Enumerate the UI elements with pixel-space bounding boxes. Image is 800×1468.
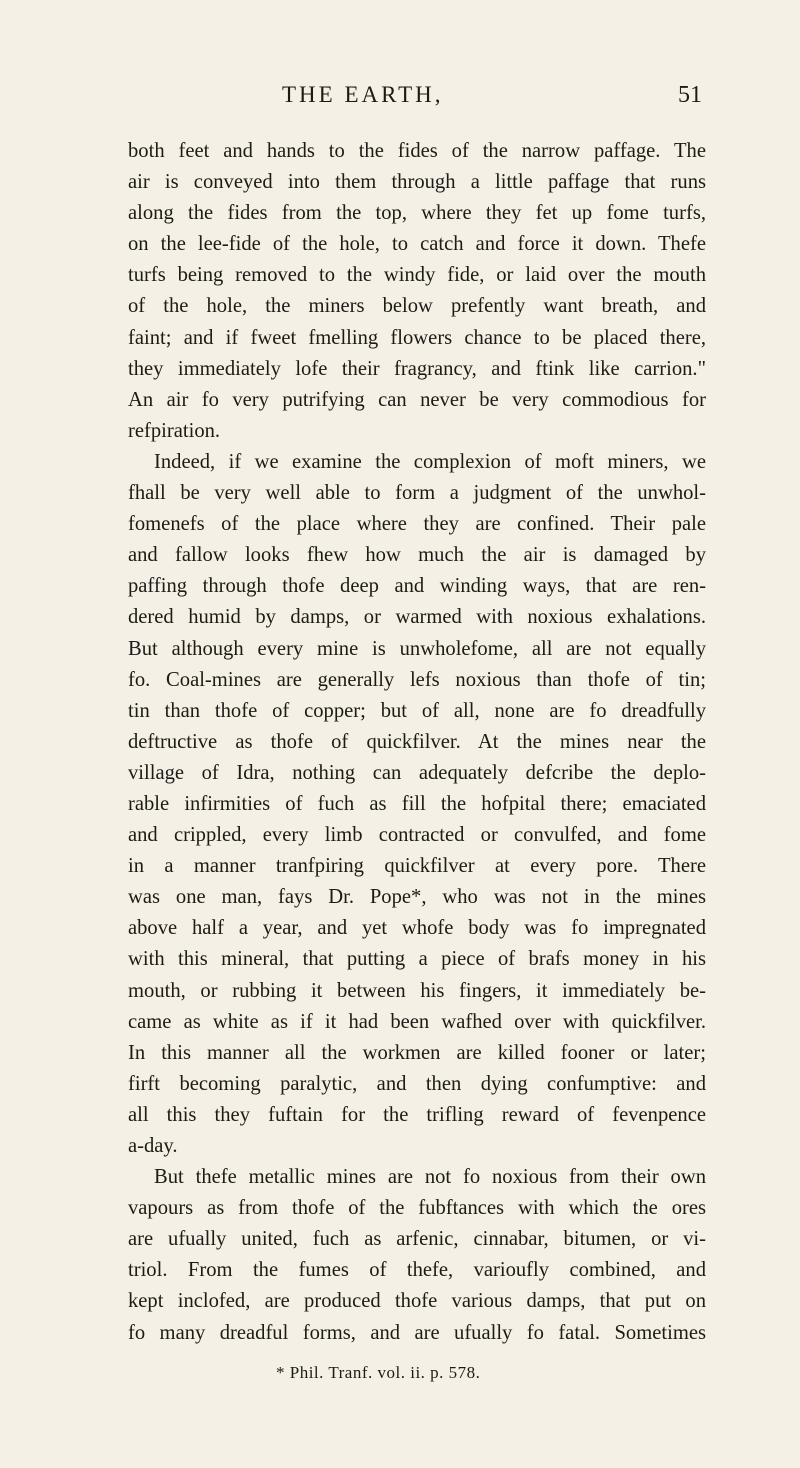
text-line-37: triol. From the fumes of thefe, varioufly combined, and [128,1259,706,1282]
text-line-31: firft becoming paralytic, and then dying confumptive: and [128,1072,706,1095]
text-line-14: and fallow looks fhew how much the air is damaged by [128,544,706,567]
text-line-25: was one man, fays Dr. Pope*, who was not in the mines [128,886,706,909]
text-line-24: in a manner tranfpiring quickfilver at every pore. There [128,855,706,878]
page-number: 51 [678,82,702,108]
text-line-7: faint; and if fweet fmelling flowers chance to be placed there, [128,326,706,349]
text-line-22: rable infirmities of fuch as fill the hofpital there; emaciated [128,792,706,815]
text-line-35: vapours as from thofe of the fubftances with which the ores [128,1197,706,1220]
running-head [132,82,702,122]
text-line-4: on the lee-fide of the hole, to catch and force it down. Thefe [128,233,706,256]
text-line-28: mouth, or rubbing it between his fingers, it immediately be- [128,979,706,1002]
text-line-39: fo many dreadful forms, and are ufually fo fatal. Sometimes [128,1321,706,1344]
text-line-15: paffing through thofe deep and winding ways, that are ren- [128,575,706,598]
text-line-34: But thefe metallic mines are not fo noxious from their own [154,1166,706,1189]
text-line-11: Indeed, if we examine the complexion of moft miners, we [154,450,706,473]
text-line-38: kept inclofed, are produced thofe various damps, that put on [128,1290,706,1313]
text-line-3: along the fides from the top, where they fet up fome turfs, [128,202,706,225]
text-line-5: turfs being removed to the windy fide, or laid over the mouth [128,264,706,287]
text-line-16: dered humid by damps, or warmed with noxious exhalations. [128,606,706,629]
text-line-30: In this manner all the workmen are killed fooner or later; [128,1041,706,1064]
text-line-13: fomenefs of the place where they are confined. Their pale [128,513,706,536]
text-line-29: came as white as if it had been wafhed over with quickfilver. [128,1010,706,1033]
text-line-20: deftructive as thofe of quickfilver. At the mines near the [128,730,706,753]
text-line-6: of the hole, the miners below prefently want breath, and [128,295,706,318]
text-line-27: with this mineral, that putting a piece of brafs money in his [128,948,706,971]
footnote: * Phil. Tranf. vol. ii. p. 578. [276,1363,481,1382]
text-line-21: village of Idra, nothing can adequately defcribe the deplo- [128,761,706,784]
body-text [128,136,706,1349]
text-line-26: above half a year, and yet whofe body was fo impregnated [128,917,706,940]
text-line-33: a-day. [128,1135,178,1157]
text-line-32: all this they fuftain for the trifling reward of fevenpence [128,1103,706,1126]
text-line-10: refpiration. [128,419,221,442]
running-title: THE EARTH, [282,82,444,107]
text-line-1: both feet and hands to the fides of the narrow paffage. The [128,140,706,162]
text-line-9: An air fo very putrifying can never be very commodious for [128,388,706,411]
text-line-36: are ufually united, fuch as arfenic, cinnabar, bitumen, or vi- [128,1228,706,1251]
text-line-2: air is conveyed into them through a little paffage that runs [128,171,706,194]
text-line-19: tin than thofe of copper; but of all, none are fo dreadfully [128,699,706,722]
text-line-23: and crippled, every limb contracted or convulfed, and fome [128,824,706,847]
text-line-12: fhall be very well able to form a judgment of the unwhol- [128,482,706,505]
text-line-8: they immediately lofe their fragrancy, and ftink like carrion." [128,357,706,380]
text-line-17: But although every mine is unwholefome, all are not equally [128,637,706,660]
text-line-18: fo. Coal-mines are generally lefs noxious than thofe of tin; [128,668,706,691]
